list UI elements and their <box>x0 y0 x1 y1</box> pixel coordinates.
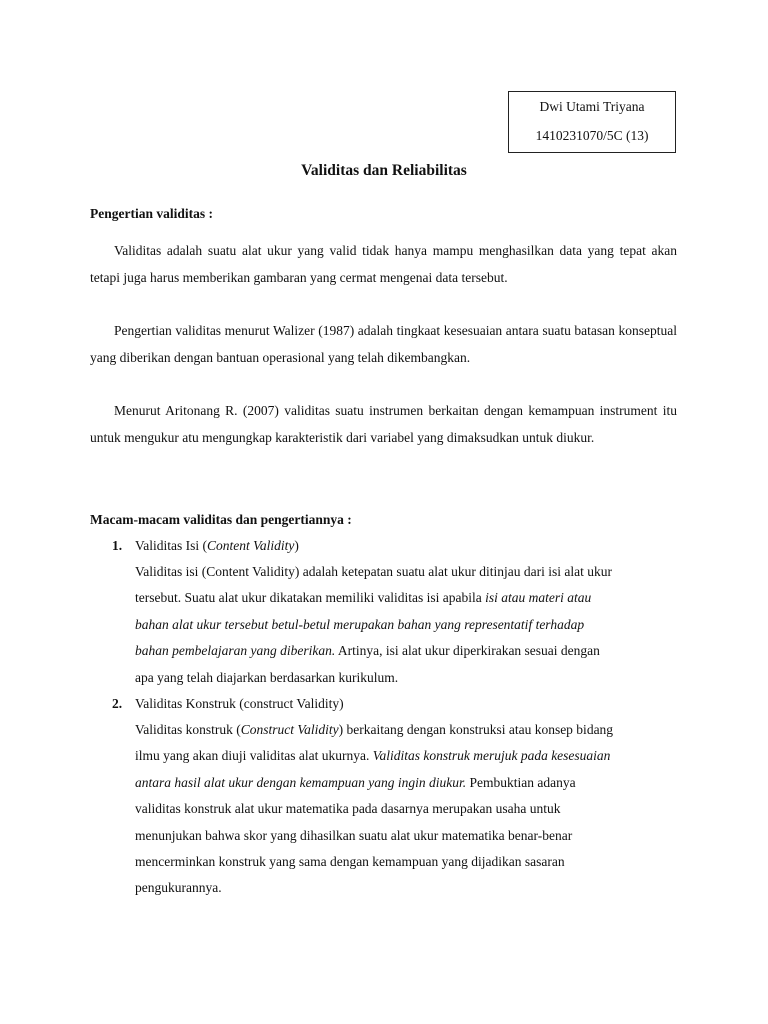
body-text: tersebut. Suatu alat ukur dikatakan memiliki validitas isi apabila <box>135 590 486 606</box>
student-id: 1410231070/5C (13) <box>535 128 649 143</box>
list-number: 2. <box>112 696 123 711</box>
body-line: apa yang telah diajarkan berdasarkan kurikulum. <box>135 669 399 685</box>
title-prefix: Validitas Isi ( <box>135 538 207 553</box>
body-text: Validitas konstruk ( <box>135 722 241 737</box>
body-text: Artinya, isi alat ukur diperkirakan sesuai dengan <box>335 643 600 659</box>
body-line: menunjukan bahwa skor yang dihasilkan suatu alat ukur matematika benar-benar <box>135 827 573 843</box>
body-italic: Construct Validity <box>240 722 339 737</box>
title-suffix: ) <box>294 538 299 553</box>
body-line <box>135 638 658 664</box>
body-italic: antara hasil alat ukur dengan kemampuan yang ingin diukur. <box>135 774 467 790</box>
author-name: Dwi Utami Triyana <box>539 99 645 114</box>
body-text: Pembuktian adanya <box>466 774 576 790</box>
paragraph-2: Pengertian validitas menurut Walizer (1987) adalah tingkaat kesesuaian antara suatu batasan konseptual yang diberikan dengan bantuan operasional yang telah dikembangkan. <box>90 323 677 365</box>
body-line: validitas konstruk alat ukur matematika pada dasarnya merupakan usaha untuk <box>135 801 561 817</box>
author-box <box>508 91 676 153</box>
list-item-body <box>135 559 658 691</box>
body-line: pengukurannya. <box>135 880 222 896</box>
body-text: ilmu yang akan diuji validitas alat ukurnya. <box>135 748 373 764</box>
body-italic: isi atau materi atau <box>485 590 592 606</box>
body-italic: bahan pembelajaran yang diberikan. <box>135 643 336 659</box>
body-line <box>135 743 658 769</box>
body-line <box>135 770 658 796</box>
list-item-title <box>135 532 299 559</box>
paragraph-1: Validitas adalah suatu alat ukur yang valid tidak hanya mampu menghasilkan data yang tepat akan tetapi juga harus memberikan gambaran yang cermat mengenai data tersebut. <box>90 243 677 285</box>
list-item-title: Validitas Konstruk (construct Validity) <box>135 696 344 711</box>
document-title: Validitas dan Reliabilitas <box>301 162 467 179</box>
body-line: mencerminkan konstruk yang sama dengan kemampuan yang dijadikan sasaran <box>135 854 565 870</box>
body-text: ) berkaitang dengan konstruksi atau konsep bidang <box>338 722 614 737</box>
body-italic: bahan alat ukur tersebut betul-betul merupakan bahan yang representatif terhadap <box>135 616 585 632</box>
list-number: 1. <box>112 538 123 553</box>
paragraph-3: Menurut Aritonang R. (2007) validitas suatu instrumen berkaitan dengan kemampuan instrument itu untuk mengukur atu mengungkap karakteristik dari variabel yang dimaksudkan untuk diukur. <box>90 403 677 445</box>
title-italic: Content Validity <box>207 538 295 553</box>
body-line <box>135 717 658 743</box>
body-line: Validitas isi (Content Validity) adalah ketepatan suatu alat ukur ditinjau dari isi alat ukur <box>135 564 613 579</box>
section-heading-types: Macam-macam validitas dan pengertiannya : <box>90 512 352 527</box>
list-item-body <box>135 717 658 902</box>
body-italic: Validitas konstruk merujuk pada kesesuaian <box>372 748 611 764</box>
body-line <box>135 612 658 638</box>
section-heading-definition: Pengertian validitas : <box>90 206 213 221</box>
body-line <box>135 585 658 611</box>
